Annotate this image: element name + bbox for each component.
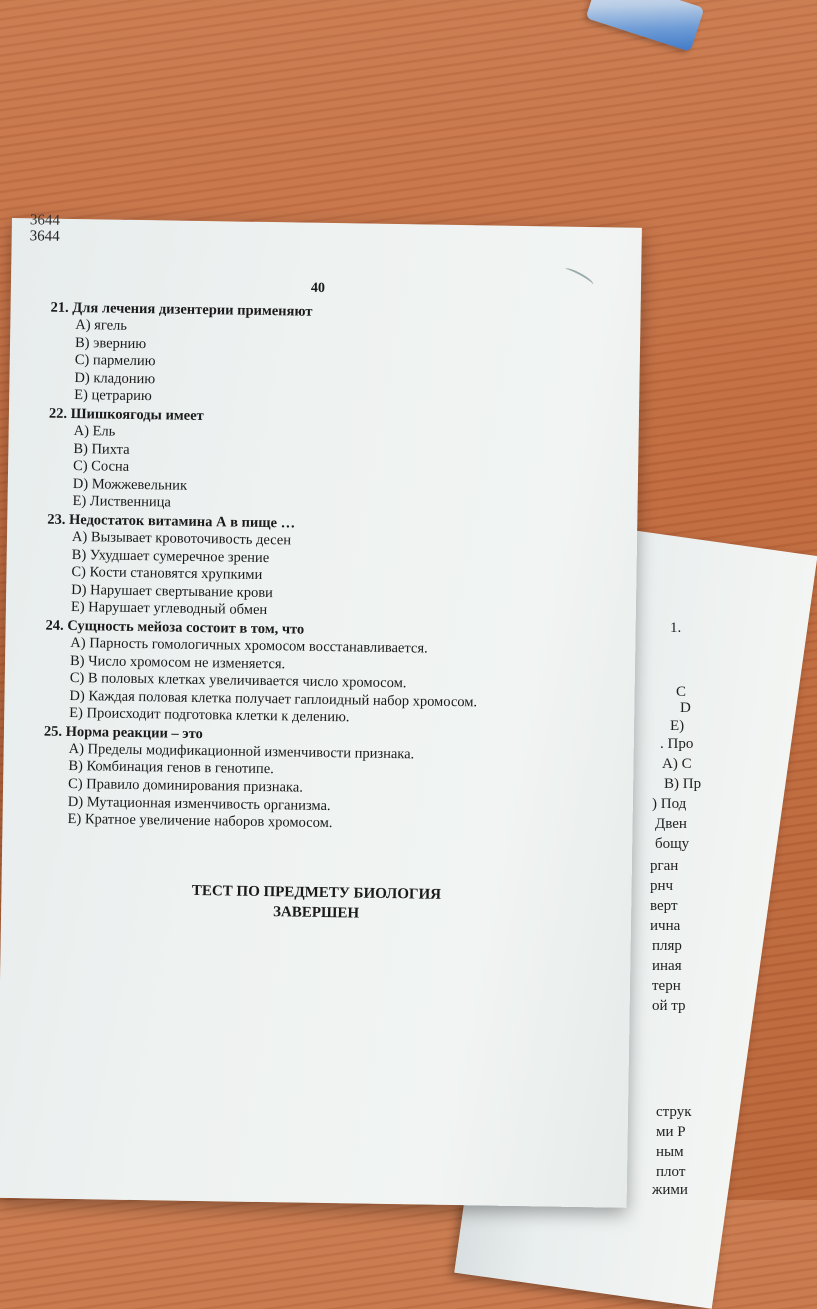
answer-option: C) Правило доминирования признака.: [67, 776, 304, 796]
background-sheet-fragment: терн: [652, 978, 681, 994]
answer-option: B) Число хромосом не изменяется.: [69, 652, 286, 672]
background-sheet-fragment: ми Р: [656, 1124, 686, 1140]
answer-option: C) Сосна: [72, 458, 130, 476]
question-title: 25. Норма реакции – это: [43, 723, 203, 742]
answer-option: D) Можжевельник: [72, 475, 188, 494]
footer-line-1: ТЕСТ ПО ПРЕДМЕТУ БИОЛОГИЯ: [191, 882, 442, 903]
background-sheet-fragment: бощу: [655, 836, 690, 852]
question-23: [46, 511, 608, 626]
background-sheet-fragment: ) Под: [652, 796, 687, 812]
answer-option: D) Каждая половая клетка получает гаплоидный набор хромосом.: [69, 687, 478, 711]
background-sheet-fragment: ой тр: [652, 998, 686, 1014]
test-completed-footer: [1, 878, 632, 928]
background-sheet-fragment: 1.: [670, 620, 682, 636]
background-sheet-fragment: пляр: [652, 938, 682, 954]
question-title: 24. Сущность мейоза состоит в том, что: [45, 617, 305, 638]
background-sheet-fragment: C: [676, 684, 687, 700]
answer-option: D) Нарушает свертывание крови: [71, 581, 274, 601]
background-sheet-fragment: . Про: [660, 736, 694, 752]
answer-option: D) кладонию: [74, 369, 156, 388]
answer-option: A) Ель: [73, 422, 116, 440]
question-24: [44, 616, 606, 731]
question-22: [47, 405, 609, 520]
answer-option: A) Парность гомологичных хромосом восстанавливается.: [70, 634, 428, 657]
answer-option: E) Нарушает углеводный обмен: [70, 599, 268, 619]
answer-option: B) Ухудшает сумеречное зрение: [71, 546, 270, 566]
background-sheet-fragment: A) С: [662, 756, 692, 772]
answer-option: A) ягель: [75, 317, 128, 334]
question-title: 22. Шишкоягоды имеет: [48, 405, 204, 425]
answer-option: C) Кости становятся хрупкими: [71, 564, 263, 584]
background-sheet-fragment: иная: [652, 958, 682, 974]
footer-line-2: ЗАВЕРШЕН: [272, 904, 360, 922]
answer-option: E) цетрарию: [74, 387, 152, 405]
question-25: [42, 722, 604, 837]
test-page: [0, 212, 642, 1208]
answer-option: E) Кратное увеличение наборов хромосом.: [67, 811, 333, 832]
pen: [586, 0, 705, 52]
background-sheet-fragment: верт: [650, 898, 678, 914]
answer-option: D) Мутационная изменчивость организма.: [67, 793, 331, 814]
question-21: [49, 299, 611, 414]
background-sheet-fragment: ична: [650, 918, 681, 934]
answer-option: B) Комбинация генов в генотипе.: [68, 758, 274, 778]
question-title: 21. Для лечения дизентерии применяют: [50, 299, 313, 320]
answer-option: E) Происходит подготовка клетки к делению.: [69, 705, 350, 726]
page-number: 40: [310, 280, 326, 296]
answer-option: C) В половых клетках увеличивается число хромосом.: [69, 670, 407, 692]
answer-option: C) пармелию: [74, 352, 156, 370]
staple-mark: [563, 266, 595, 288]
answer-option: A) Пределы модификационной изменчивости признака.: [68, 740, 415, 763]
doc-number: 3644: [29, 228, 60, 245]
background-sheet-fragment: жими: [652, 1182, 688, 1198]
answer-option: A) Вызывает кровоточивость десен: [71, 528, 292, 549]
background-sheet-fragment: рнч: [650, 878, 674, 894]
question-list: [42, 299, 610, 838]
answer-option: B) Пихта: [73, 440, 130, 458]
background-sheet-fragment: D: [680, 700, 691, 716]
answer-option: B) эвернию: [74, 334, 147, 352]
background-sheet-fragment: струк: [656, 1104, 692, 1120]
background-sheet-fragment: ным: [656, 1144, 684, 1160]
background-sheet-fragment: плот: [656, 1164, 686, 1180]
background-sheet-fragment: Двен: [655, 816, 687, 832]
background-sheet-fragment: E): [670, 718, 685, 734]
background-sheet-fragment: B) Пр: [664, 776, 702, 792]
question-title: 23. Недостаток витамина А в пище …: [47, 511, 296, 532]
background-sheet-fragment: рган: [650, 858, 679, 874]
answer-option: E) Лиственница: [72, 493, 172, 511]
doc-number-top: 3644: [29, 212, 61, 229]
